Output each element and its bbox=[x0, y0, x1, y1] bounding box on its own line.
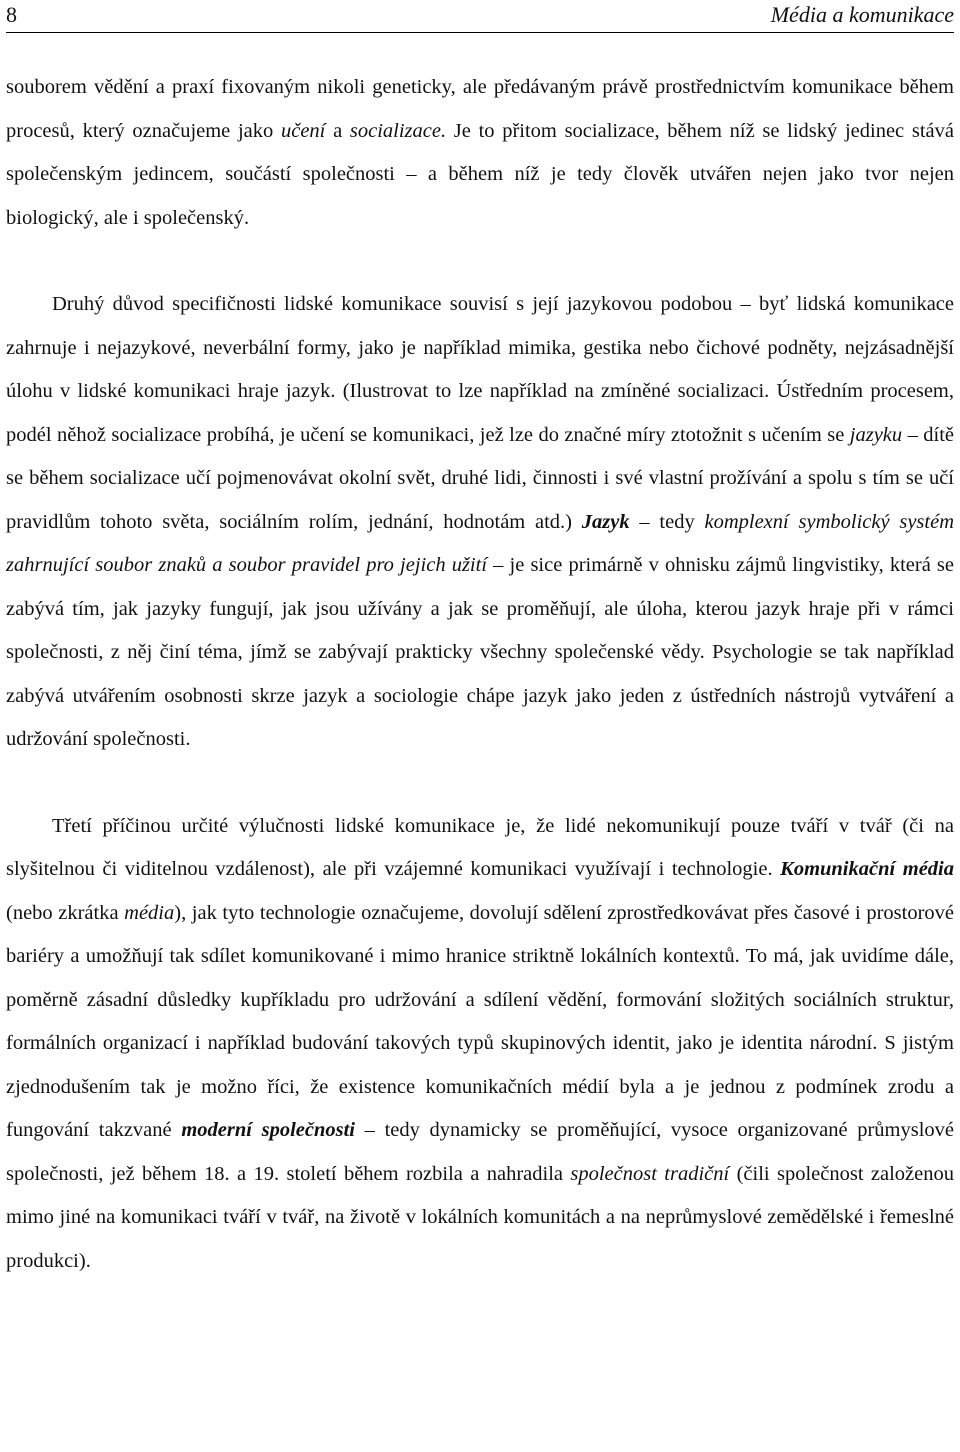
emphasis-text: společnost tradiční bbox=[570, 1162, 730, 1185]
paragraph bbox=[6, 66, 954, 240]
paragraph bbox=[6, 283, 954, 762]
running-title: Média a komunikace bbox=[770, 2, 954, 27]
text-run: Třetí příčinou určité výlučnosti lidské komunikace je, že lidé nekomunikují pouze tváří v tvář (či na slyšitelnou či viditelnou vzdálenost), ale při vzájemné komunikaci využívají i technologie. bbox=[6, 814, 954, 880]
text-run: (čili společnost založenou mimo jiné na komunikaci tváří v tvář, na životě v lokálních komunitách a na neprůmyslové zemědělské i řemeslné produkci). bbox=[6, 1162, 954, 1272]
defined-term: Jazyk bbox=[581, 510, 630, 533]
text-run: Je to přitom socializace, během níž se lidský jedinec stává společenským jedincem, součástí společnosti – a během níž je tedy člověk utvářen nejen jako tvor nejen biologický, ale i společenský. bbox=[6, 119, 954, 229]
definition-text: komplexní symbolický systém zahrnující soubor znaků a soubor pravidel pro jejich užití bbox=[6, 510, 954, 576]
paragraph bbox=[6, 805, 954, 1284]
text-run: – dítě se během socializace učí pojmenovávat okolní svět, druhé lidi, činnosti i své vlastní prožívání a spolu s tím se učí pravidlům tohoto světa, sociálním rolím, jednání, hodnotám atd.) bbox=[6, 423, 955, 533]
text-run: ), jak tyto technologie označujeme, dovolují sdělení zprostředkovávat přes časové i prostorové bariéry a umožňují tak sdílet komunikované i mimo hranice striktně lokálních kontextů. To má, jak uvidíme dále, poměrně zásadní důsledky kupříkladu pro udržování a sdílení vědění, formování složitých sociálních struktur, formálních organizací i například budování takových typů skupinových identit, jako je identita národní. S jistým zjednodušením tak je možno říci, že existence komunikačních médií byla a je jednou z podmínek zrodu a fungování takzvané bbox=[6, 901, 954, 1141]
text-run: – tedy bbox=[629, 510, 705, 533]
emphasis-text: média bbox=[124, 901, 175, 924]
page-header bbox=[6, 0, 954, 33]
text-run: – je sice primárně v ohnisku zájmů lingvistiky, která se zabývá tím, jak jazyky fungují, jak jsou užívány a jak se proměňují, ale úloha, kterou jazyk hraje při v rámci společnosti, z něj činí téma, jímž se zabývají prakticky všechny společenské vědy. Psychologie se tak například zabývá utvářením osobnosti skrze jazyk a sociologie chápe jazyk jako jeden z ústředních nástrojů vytváření a udržování společnosti. bbox=[6, 554, 955, 750]
defined-term: Komunikační média bbox=[780, 858, 954, 880]
body-text bbox=[6, 66, 954, 1283]
text-run: a bbox=[325, 119, 350, 142]
emphasis-text: jazyku bbox=[849, 423, 903, 446]
defined-term: moderní společnosti bbox=[181, 1119, 355, 1141]
emphasis-text: učení bbox=[280, 119, 326, 142]
text-run: – tedy dynamicky se proměňující, vysoce organizované průmyslové společnosti, jež během 18. a 19. století během rozbila a nahradila bbox=[6, 1119, 954, 1185]
page-number: 8 bbox=[6, 2, 17, 27]
text-run: Druhý důvod specifičnosti lidské komunikace souvisí s její jazykovou podobou – byť lidská komunikace zahrnuje i nejazykové, neverbální formy, jako je například mimika, gestika nebo čichové podněty, nejzásadnější úlohu v lidské komunikaci hraje jazyk. (Ilustrovat to lze například na zmíněné socializaci. Ústředním procesem, podél něhož socializace probíhá, je učení se komunikaci, jež lze do značné míry ztotožnit s učením se bbox=[6, 293, 954, 446]
text-run: souborem vědění a praxí fixovaným nikoli geneticky, ale předávaným právě prostřednictvím komunikace během procesů, který označujeme jako bbox=[6, 76, 954, 142]
text-run: (nebo zkrátka bbox=[6, 901, 125, 924]
emphasis-text: socializace. bbox=[349, 119, 447, 142]
